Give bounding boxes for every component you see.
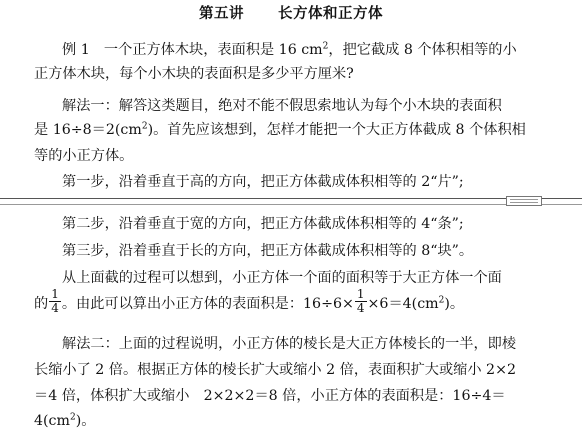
binder-mark-icon — [506, 196, 542, 206]
page-break-line — [0, 198, 582, 199]
method1-line-3: 等的小正方体。 — [34, 148, 134, 164]
deduction-line-2: 的 $\frac{1}{4}$ 。由此可以算出小正方体的表面积是：16÷6× $\frac{1}{4}$ $\times 6=4(cm^2)$。 — [34, 286, 465, 315]
method1-line-2: 是 $16\div 8=2(cm^2)$。首先应该想到，怎样才能把一个大正方体截成 8 个体积相 — [34, 121, 526, 138]
method2-line-2: 长缩小了 2 倍。根据正方体的棱长扩大或缩小 2 倍，表面积扩大或缩小 2×2 — [34, 362, 516, 378]
fraction-one-quarter-2: $\frac{1}{4}$ — [356, 286, 365, 315]
step-2: 第二步，沿着垂直于宽的方向，把正方体截成体积相等的 4“条”; — [62, 216, 464, 232]
lecture-topic: 长方体和正方体 — [278, 6, 383, 22]
fraction-one-quarter: $\frac{1}{4}$ — [51, 286, 59, 315]
deduction-line-1: 从上面截的过程可以想到，小正方体一个面的面积等于大正方体一个面 — [62, 270, 502, 286]
page-title — [0, 4, 582, 24]
example-line-2: 正方体木块，每个小木块的表面积是多少平方厘米? — [34, 66, 354, 82]
example-line-1: 例 1 一个正方体木块，表面积是 16 $cm^2$，把它截成 8 个体积相等的小 — [62, 41, 517, 58]
method2-line-3: ＝4 倍，体积扩大或缩小 2×2×2＝8 倍，小正方体的表面积是：16÷4＝ — [34, 388, 506, 404]
step-3: 第三步，沿着垂直于长的方向，把正方体截成体积相等的 8“块”。 — [62, 243, 474, 259]
page-break-line-lower — [0, 204, 582, 205]
method1-line-1: 解法一：解答这类题目，绝对不能不假思索地认为每个小木块的表面积 — [62, 98, 502, 114]
method2-line-4: $4(cm^2)$。 — [34, 412, 96, 429]
step-1: 第一步，沿着垂直于高的方向，把正方体截成体积相等的 2“片”; — [62, 174, 464, 190]
method2-line-1: 解法二：上面的过程说明，小正方体的棱长是大正方体棱长的一半，即棱 — [62, 336, 517, 352]
lecture-number: 第五讲 — [199, 6, 244, 22]
